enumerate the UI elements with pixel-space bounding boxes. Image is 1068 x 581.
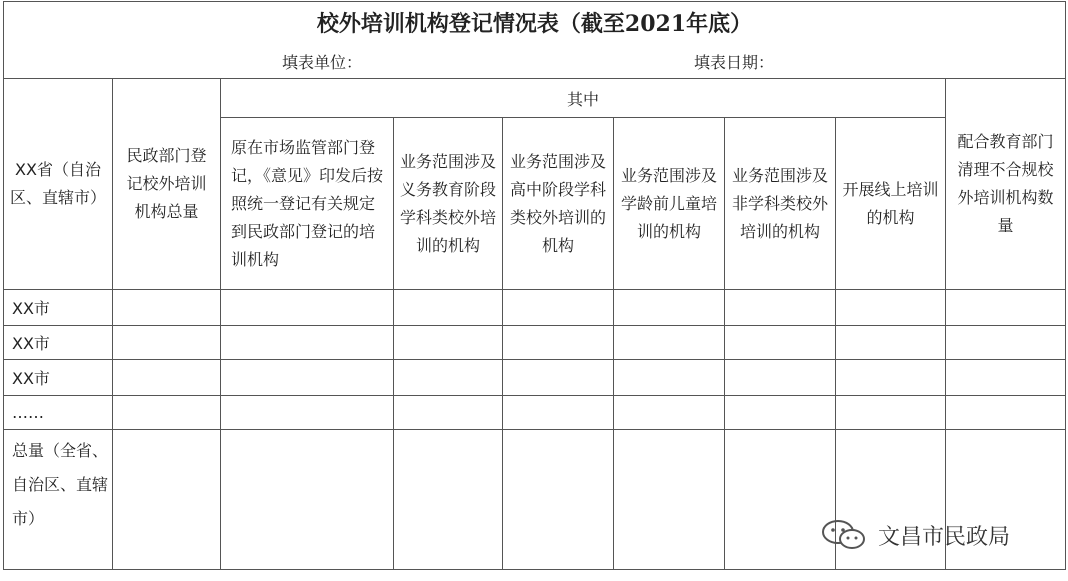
header-sub-preschool: 业务范围涉及学龄前儿童培训的机构 (614, 118, 725, 290)
table-row (4, 360, 1066, 396)
cell (614, 430, 725, 570)
row-label: …… (4, 396, 113, 430)
cell (503, 290, 614, 326)
meta-row (4, 42, 1066, 79)
cell (113, 290, 221, 326)
cell (113, 360, 221, 396)
cell (725, 290, 836, 326)
cell (394, 360, 503, 396)
table-title: 校外培训机构登记情况表（截至2021年底） (4, 2, 1066, 43)
cell (725, 430, 836, 570)
cell (946, 290, 1066, 326)
cell (503, 396, 614, 430)
cell (614, 290, 725, 326)
header-sub-compulsory: 业务范围涉及义务教育阶段学科类校外培训的机构 (394, 118, 503, 290)
header-province: XX省（自治区、直辖市） (4, 79, 113, 290)
header-sub-market-reg: 原在市场监管部门登记，《意见》印发后按照统一登记有关规定到民政部门登记的培训机构 (221, 118, 394, 290)
cell (725, 396, 836, 430)
cell (221, 360, 394, 396)
header-sub-highschool: 业务范围涉及高中阶段学科类校外培训的机构 (503, 118, 614, 290)
row-label-total: 总量（全省、自治区、直辖市） (4, 430, 113, 570)
cell (394, 326, 503, 360)
table-row (4, 290, 1066, 326)
header-sub-online: 开展线上培训的机构 (836, 118, 946, 290)
cell (614, 360, 725, 396)
cell (113, 326, 221, 360)
cell (503, 430, 614, 570)
watermark-text: 文昌市民政局 (878, 524, 1011, 550)
cell (836, 396, 946, 430)
cell (221, 326, 394, 360)
header-total-count: 民政部门登记校外培训机构总量 (113, 79, 221, 290)
cell (946, 396, 1066, 430)
fill-unit-label: 填表单位： (282, 53, 363, 72)
row-label: XX市 (4, 290, 113, 326)
cell (221, 290, 394, 326)
wechat-icon (820, 518, 868, 552)
cell (946, 360, 1066, 396)
cell (221, 396, 394, 430)
cell (221, 430, 394, 570)
table-row (4, 326, 1066, 360)
cell (394, 290, 503, 326)
cell (113, 430, 221, 570)
fill-date-label: 填表日期： (694, 53, 775, 72)
cell (113, 396, 221, 430)
cell (836, 290, 946, 326)
cell (725, 360, 836, 396)
header-sub-nonsubject: 业务范围涉及非学科类校外培训的机构 (725, 118, 836, 290)
cell (836, 360, 946, 396)
cell (614, 396, 725, 430)
cell (614, 326, 725, 360)
row-label: XX市 (4, 326, 113, 360)
row-label: XX市 (4, 360, 113, 396)
cell (725, 326, 836, 360)
table-row (4, 396, 1066, 430)
watermark (820, 518, 1010, 552)
cell (946, 326, 1066, 360)
registration-table (3, 1, 1066, 570)
cell (503, 360, 614, 396)
cell (836, 326, 946, 360)
cell (503, 326, 614, 360)
header-cleanup: 配合教育部门清理不合规校外培训机构数量 (946, 79, 1066, 290)
header-qizhong: 其中 (221, 79, 946, 118)
cell (394, 396, 503, 430)
cell (394, 430, 503, 570)
